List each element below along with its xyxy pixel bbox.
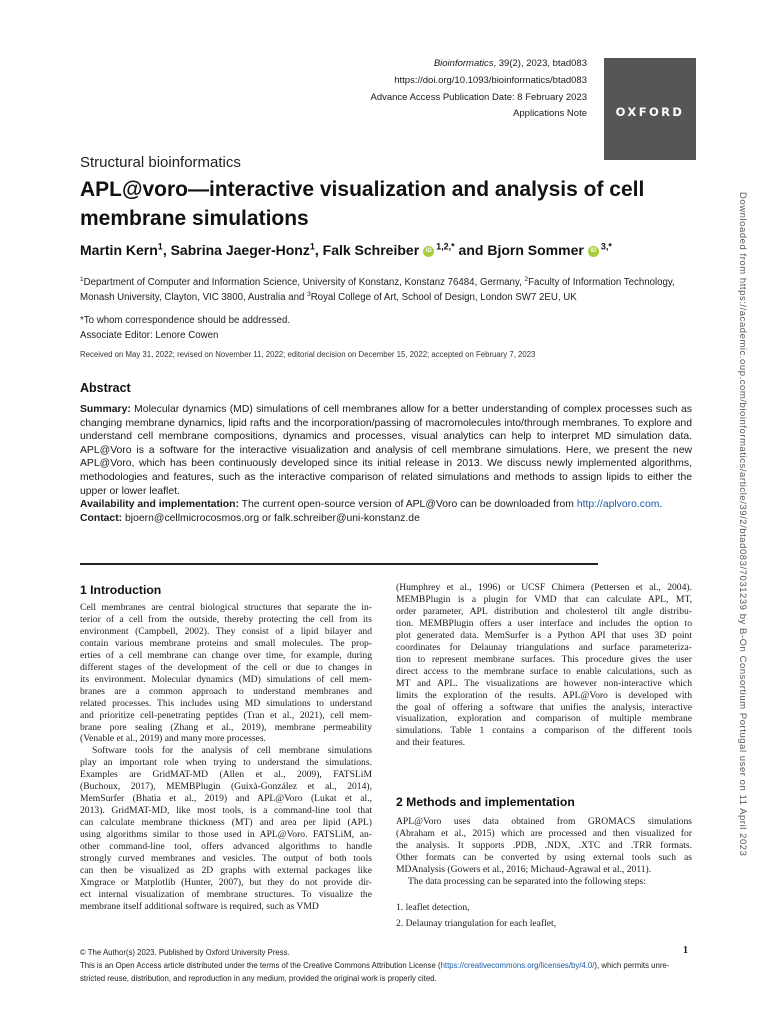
abstract-body	[80, 403, 692, 525]
copyright-line: © The Author(s) 2023. Published by Oxford University Press.	[80, 948, 290, 957]
text-line: can then be visualized as 2D graphs with external packages like	[80, 864, 372, 876]
associate-editor: Associate Editor: Lenore Cowen	[80, 330, 219, 341]
list-item: 1. leaflet detection,	[396, 902, 470, 913]
journal-citation: Bioinformatics, 39(2), 2023, btad083	[433, 58, 587, 69]
section-tag: Structural bioinformatics	[80, 154, 241, 171]
intro-heading: 1 Introduction	[80, 583, 162, 597]
text-line: simulations. Table 1 contains a comparison of the different tools	[396, 725, 692, 737]
text-line: other command-line tool, offers advanced algorithms to handle	[80, 841, 372, 853]
text-line: (Buchoux, 2017), MEMBPlugin (Guixà-González et al., 2014),	[80, 781, 372, 793]
abstract-divider	[80, 563, 598, 565]
text-line: 2013). GridMAT-MD, like most tools, is a command-line tool that	[80, 805, 372, 817]
intro-continued	[396, 582, 692, 749]
publication-date: Advance Access Publication Date: 8 February 2023	[370, 92, 587, 103]
doi-link[interactable]: https://doi.org/10.1093/bioinformatics/btad083	[394, 75, 587, 86]
text-line: contain various membrane proteins and small molecules. The prop-	[80, 637, 372, 649]
page-number: 1	[683, 945, 688, 956]
history-dates: Received on May 31, 2022; revised on November 11, 2022; editorial decision on December 15, 2022; accepted on February 7, 2023	[80, 350, 536, 359]
affiliations: $^1$Department of Computer and Information Science, University of Konstanz, Konstanz 76484, Germany, $^2$Faculty of Information Technology, Monash University, Clayton, VIC 3800, Australia and $^3$Royal College of Art, School of Design, London SW7 2EU, UK	[80, 275, 675, 303]
text-line: play an important role when trying to understand the simulations.	[80, 757, 372, 769]
text-line: Software tools for the analysis of cell membrane simulations	[92, 745, 372, 757]
author-name[interactable]: , Falk Schreiber	[314, 242, 420, 258]
text-line: erties of a cell membrane can change over time, for example, during	[80, 649, 372, 661]
text-line: plot generated data. MemSurfer is a Python API that uses 3D point	[396, 629, 692, 641]
text-line: tion to represent membrane surfaces. This procedure gives the user	[396, 653, 692, 665]
methods-body	[396, 816, 692, 888]
author-name[interactable]: and Bjorn Sommer	[454, 242, 584, 258]
text-line: strongly curved membranes and vesicles. The output of both tools	[80, 853, 372, 865]
text-line: membrane itself additional software is required, such as VMD	[80, 900, 319, 912]
abstract-summary: Summary: Molecular dynamics (MD) simulations of cell membranes allow for a better understanding of complex processes such as changing membrane dynamics, lipid rafts and the incorporation/passing of macromolecules into/through membranes. To explore and understand cell membrane compositions, dynamics and processes, visual analytics can help to interpret MD simulation data. APL@Voro is a software for the interactive visualization and analysis of cell membrane simulations. Here, we present the new APL@Voro, which has been continuously developed since its initial release in 2013. We discuss newly implemented algorithms, methodologies and features, such as the interactive comparison of related simulations and methods to assign lipids to either the upper or lower leaflet.	[80, 404, 692, 497]
text-line: Other formats can be converted by using external tools such as	[396, 851, 692, 863]
text-line: can calculate membrane thickness (MT) and area per lipid (APL)	[80, 817, 372, 829]
methods-heading: 2 Methods and implementation	[396, 795, 575, 809]
text-line: tion. MEMBPlugin offers a user interface and includes the option to	[396, 617, 692, 629]
text-line: MemSurfer (Bhatia et al., 2019) and APL@Voro (Lukat et al.,	[80, 793, 372, 805]
text-line: MDAnalysis (Gowers et al., 2016; Michaud-Agrawal et al., 2011).	[396, 863, 652, 875]
text-line: coordinates for Delaunay triangulations and surface parameteriza-	[396, 641, 692, 653]
article-title: APL@voro—interactive visualization and analysis of cell membrane simulations	[80, 178, 645, 230]
text-line: limits the exploration of the results. APL@Voro is developed with	[396, 689, 692, 701]
text-line: the goal of offering a software that unifies the analysis, interactive	[396, 701, 692, 713]
text-line: the analysis. It supports .PDB, .NDX, .XTC and .TRR formats.	[396, 839, 692, 851]
text-line: environment (Campbell, 2002). They consist of a lipid bilayer and	[80, 625, 372, 637]
author-name[interactable]: Martin Kern	[80, 242, 158, 258]
oxford-logo-text: OXFORD	[615, 105, 685, 119]
text-line: MT and APL. The visualizations are however non-interactive which	[396, 677, 692, 689]
download-watermark: Downloaded from https://academic.oup.com/bioinformatics/article/39/2/btad083/7031239 by B-On Consortium Portugal user on 11 April 2023	[737, 192, 748, 857]
author-list	[80, 242, 612, 258]
list-item: 2. Delaunay triangulation for each leaflet,	[396, 918, 557, 929]
text-line: ect internal visualization of membrane structures. To visualize the	[80, 888, 372, 900]
text-line: visualization, exploration and comparison of multiple membrane	[396, 713, 692, 725]
text-line: branes are a common approach to understand membranes and	[80, 685, 372, 697]
author-name[interactable]: , Sabrina Jaeger-Honz	[162, 242, 310, 258]
text-line: MEMBPlugin is a plugin for VMD that can calculate APL, MT,	[396, 593, 692, 605]
text-line: APL@Voro uses data obtained from GROMACS simulations	[396, 816, 692, 827]
text-line: and prioritize cell-penetrating peptides (Tran et al., 2021), cell mem-	[80, 709, 372, 721]
license-line: stricted reuse, distribution, and reproduction in any medium, provided the original work is properly cited.	[80, 974, 437, 983]
text-line: different stages of the development of the cell or due to changes in	[80, 661, 372, 673]
text-line: direct access to the membrane surface to enable calculations, such as	[396, 665, 692, 677]
text-line: its environment. Molecular dynamics (MD) simulations of cell mem-	[80, 673, 372, 685]
license-line: This is an Open Access article distributed under the terms of the Creative Commons Attribution License (https://creativecommons.org/licenses/by/4.0/), which permits unre-	[80, 961, 670, 970]
orcid-icon[interactable]: iD	[588, 246, 599, 257]
text-line: Xmgrace or Matplotlib (Hunter, 2007), but they do not provide dir-	[80, 876, 372, 888]
aplvoro-link[interactable]: http://aplvoro.com	[576, 499, 660, 511]
text-line: using algorithms similar to those used in APL@Voro. FATSLiM, an-	[80, 829, 372, 841]
correspondence-text: *To whom correspondence should be addressed.	[80, 315, 291, 326]
abstract-contact: Contact: bjoern@cellmicrocosmos.org or falk.schreiber@uni-konstanz.de	[80, 512, 420, 524]
text-line: related processes. This includes using MD simulations to understand	[80, 697, 372, 709]
license-link[interactable]: https://creativecommons.org/licenses/by/4.0/	[440, 961, 595, 970]
text-line: (Humphrey et al., 1996) or UCSF Chimera (Pettersen et al., 2004).	[396, 582, 692, 593]
oxford-logo[interactable]	[604, 58, 696, 160]
abstract-heading: Abstract	[80, 381, 131, 395]
article-type: Applications Note	[513, 108, 587, 119]
text-line: and their features.	[396, 737, 465, 749]
intro-body	[80, 602, 372, 913]
orcid-icon[interactable]: iD	[423, 246, 434, 257]
abstract-availability: Availability and implementation: The current open-source version of APL@Voro can be downloaded from http://aplvoro.com.	[80, 499, 663, 511]
author-sup: 1	[309, 241, 315, 252]
text-line: The data processing can be separated into the following steps:	[408, 875, 646, 887]
text-line: Cell membranes are central biological structures that separate the in-	[80, 602, 372, 613]
text-line: Examples are GridMAT-MD (Allen et al., 2009), FATSLiM	[80, 769, 372, 781]
text-line: terior of a cell from the outside, thereby protecting the cell from its	[80, 613, 372, 625]
author-sup: 1	[157, 241, 163, 252]
author-sup: 3,*	[600, 241, 612, 252]
text-line: (Abraham et al., 2015) which are processed and then visualized for	[396, 827, 692, 839]
correspondence-note	[80, 313, 290, 343]
text-line: (Venable et al., 2019) and many more processes.	[80, 733, 266, 745]
text-line: order parameter, APL distribution and cholesterol tilt angle distribu-	[396, 605, 692, 617]
text-line: brane pore sealing (Zhang et al., 2019), membrane permeability	[80, 721, 372, 733]
author-sup: 1,2,*	[436, 241, 455, 252]
